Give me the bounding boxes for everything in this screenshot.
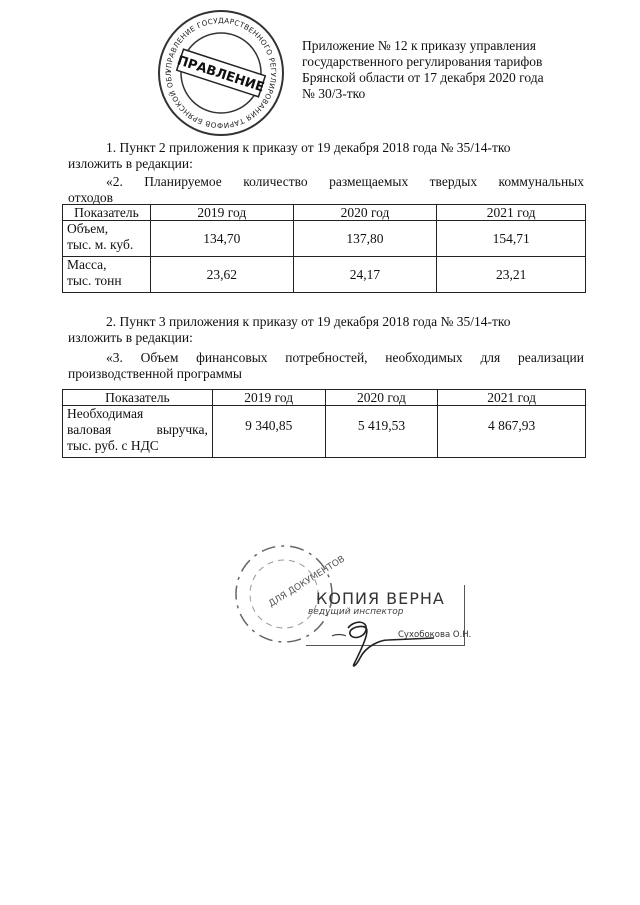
column-header: 2020 год <box>325 390 438 406</box>
table-cell: 23,62 <box>150 257 293 293</box>
table-cell: 23,21 <box>437 257 586 293</box>
section-1-line-3: «2. Планируемое количество размещаемых твердых коммунальных <box>106 174 584 189</box>
row-label: Масса, тыс. тонн <box>63 257 151 293</box>
table-cell: 4 867,93 <box>438 406 586 458</box>
header-line: государственного регулирования тарифов <box>302 54 543 69</box>
section-2-line-3: «3. Объем финансовых потребностей, необходимых для реализации <box>106 350 584 365</box>
header-line: № 30/3-тко <box>302 86 366 101</box>
table-cell: 134,70 <box>150 221 293 257</box>
section-2-line-1: 2. Пункт 3 приложения к приказу от 19 декабря 2018 года № 35/14-тко <box>106 314 511 329</box>
section-2-line-2: изложить в редакции: <box>68 330 193 345</box>
financial-needs-table <box>62 389 586 458</box>
seal-center-text: ПРАВЛЕНИЕ <box>175 53 266 96</box>
column-header: 2019 год <box>150 205 293 221</box>
column-header: 2019 год <box>212 390 325 406</box>
stamp-name: Сухобокова О.Н. <box>398 630 472 640</box>
document-header <box>302 38 602 102</box>
column-header: Показатель <box>63 205 151 221</box>
section-1-line-4: отходов <box>68 190 114 205</box>
column-header: 2021 год <box>438 390 586 406</box>
stamp-position: ведущий инспектор <box>308 607 404 617</box>
table-header-row <box>63 205 586 221</box>
column-header: 2021 год <box>437 205 586 221</box>
column-header: 2020 год <box>293 205 437 221</box>
round-stamp-text: ДЛЯ ДОКУМЕНТОВ <box>267 554 344 610</box>
table-header-row <box>63 390 586 406</box>
signature <box>326 606 446 676</box>
waste-volume-table <box>62 204 586 293</box>
table-row <box>63 257 586 293</box>
section-1-line-2: изложить в редакции: <box>68 156 193 171</box>
header-line: Приложение № 12 к приказу управления <box>302 38 536 53</box>
stamp-title: КОПИЯ ВЕРНА <box>316 589 445 608</box>
table-cell: 5 419,53 <box>325 406 438 458</box>
table-cell: 9 340,85 <box>212 406 325 458</box>
section-1-line-1: 1. Пункт 2 приложения к приказу от 19 декабря 2018 года № 35/14-тко <box>106 140 511 155</box>
row-label: Объем, тыс. м. куб. <box>63 221 151 257</box>
header-line: Брянской области от 17 декабря 2020 года <box>302 70 544 85</box>
column-header: Показатель <box>63 390 213 406</box>
official-seal <box>156 8 286 138</box>
seal-ring-text: УПРАВЛЕНИЕ ГОСУДАРСТВЕННОГО РЕГУЛИРОВАНИЯ ТАРИФОВ БРЯНСКОЙ ОБЛ <box>163 15 279 131</box>
table-row <box>63 221 586 257</box>
row-label: Необходимая валовая выручка, тыс. руб. с НДС <box>63 406 213 458</box>
table-cell: 154,71 <box>437 221 586 257</box>
table-row <box>63 406 586 458</box>
table-cell: 24,17 <box>293 257 437 293</box>
table-cell: 137,80 <box>293 221 437 257</box>
section-2-line-4: производственной программы <box>68 366 242 381</box>
